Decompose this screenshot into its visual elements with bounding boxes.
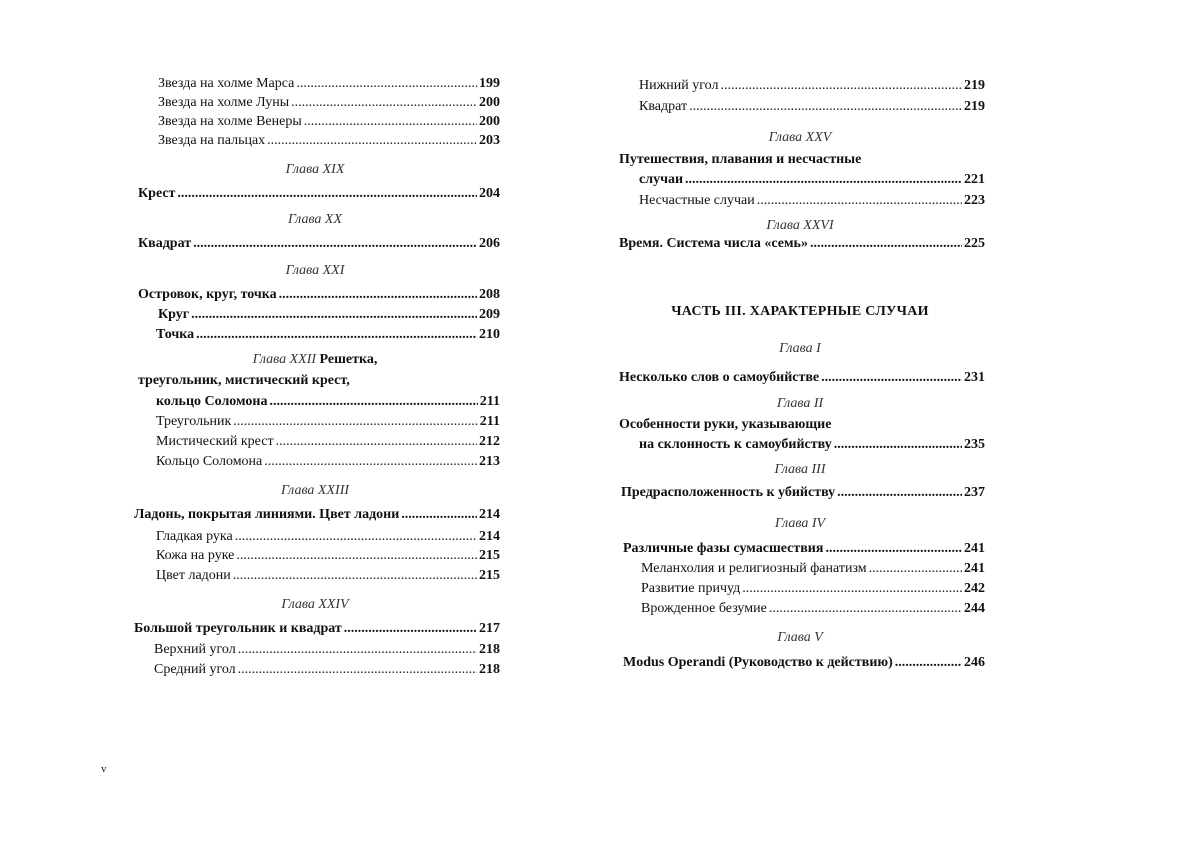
dot-leader: [869, 561, 962, 577]
toc-entry: [615, 236, 985, 252]
toc-entry-page: 231: [964, 370, 985, 385]
toc-entry: [130, 186, 500, 202]
dot-leader: [401, 507, 477, 523]
toc-entry-title: треугольник, мистический крест,: [138, 373, 350, 388]
toc-entry: [130, 287, 500, 303]
dot-leader: [264, 454, 477, 470]
chapter-heading: Глава II: [776, 396, 824, 411]
toc-entry-page: 217: [479, 621, 500, 636]
toc-entry-title: Звезда на холме Марса: [158, 76, 295, 91]
chapter-heading: Глава XIX: [285, 162, 345, 177]
toc-entry-page: 242: [964, 581, 985, 596]
toc-entry: [130, 434, 500, 450]
chapter-heading: Глава IV: [774, 516, 826, 531]
toc-entry-page: 218: [479, 662, 500, 677]
toc-entry-page: 241: [964, 561, 985, 576]
page-number-mark: v: [101, 763, 107, 775]
toc-entry-title: Мистический крест: [156, 434, 274, 449]
toc-entry-title: кольцо Соломона: [156, 394, 268, 409]
toc-entry-page: 219: [964, 99, 985, 114]
dot-leader: [193, 236, 477, 252]
toc-entry-title: Круг: [158, 307, 190, 322]
chapter-heading: Глава XX: [287, 212, 343, 227]
toc-entry: [615, 581, 985, 597]
toc-entry: [615, 193, 985, 209]
toc-entry: [130, 621, 500, 637]
dot-leader: [177, 186, 477, 202]
dot-leader: [296, 76, 477, 92]
dot-leader: [810, 236, 962, 252]
dot-leader: [825, 541, 962, 557]
chapter-heading: Глава XXV: [768, 130, 832, 145]
chapter-heading: Глава III: [774, 462, 826, 477]
toc-entry-page: 237: [964, 485, 985, 500]
toc-entry-title: Предрасположенность к убийству: [621, 485, 836, 500]
dot-leader: [834, 437, 962, 453]
toc-entry: [615, 172, 985, 188]
toc-entry-title: на склонность к самоубийству: [639, 437, 832, 452]
toc-entry-title: Цвет ладони: [156, 568, 231, 583]
toc-entry-page: 219: [964, 78, 985, 93]
toc-entry-page: 206: [479, 236, 500, 251]
toc-entry-page: 246: [964, 655, 985, 670]
dot-leader: [233, 414, 478, 430]
chapter-heading: Глава XXI: [285, 263, 345, 278]
dot-leader: [757, 193, 962, 209]
chapter-title: Решетка,: [319, 352, 378, 367]
toc-entry-title: Большой треугольник и квадрат: [134, 621, 342, 636]
toc-entry-title: Квадрат: [639, 99, 688, 114]
toc-entry-page: 221: [964, 172, 985, 187]
toc-entry-title: Путешествия, плавания и несчастные: [619, 152, 862, 167]
toc-entry-title: Средний угол: [154, 662, 236, 677]
chapter-heading: Глава XXIII: [280, 483, 350, 498]
dot-leader: [720, 78, 962, 94]
dot-leader: [238, 642, 477, 658]
toc-entry-title: Крест: [138, 186, 176, 201]
dot-leader: [235, 529, 477, 545]
toc-entry-page: 200: [479, 114, 500, 129]
toc-entry: [615, 78, 985, 94]
toc-entry-title: Modus Operandi (Руководство к действию): [623, 655, 893, 670]
toc-entry-page: 211: [479, 394, 500, 409]
toc-entry-page: 211: [479, 414, 500, 429]
toc-entry: [130, 507, 500, 523]
toc-entry-page: 241: [964, 541, 985, 556]
toc-entry-title: Развитие причуд: [641, 581, 741, 596]
toc-entry: [615, 370, 985, 386]
toc-entry-title: Несчастные случаи: [639, 193, 755, 208]
toc-entry-title: Верхний угол: [154, 642, 236, 657]
toc-entry: [130, 394, 500, 410]
dot-leader: [267, 133, 477, 149]
part-heading: ЧАСТЬ III. ХАРАКТЕРНЫЕ СЛУЧАИ: [671, 304, 929, 319]
dot-leader: [837, 485, 962, 501]
toc-entry-title: Точка: [156, 327, 195, 342]
toc-entry-title: Звезда на пальцах: [158, 133, 266, 148]
dot-leader: [196, 327, 477, 343]
toc-entry-page: 210: [479, 327, 500, 342]
chapter-heading: [130, 352, 500, 368]
chapter-label: Глава XXII: [252, 352, 317, 367]
toc-entry-title: Звезда на холме Луны: [158, 95, 290, 110]
dot-leader: [685, 172, 962, 188]
toc-entry-title: Гладкая рука: [156, 529, 233, 544]
toc-entry: [615, 485, 985, 501]
dot-leader: [269, 394, 477, 410]
toc-entry: [615, 541, 985, 557]
toc-entry-page: 215: [479, 568, 500, 583]
dot-leader: [895, 655, 962, 671]
toc-entry-page: 199: [479, 76, 500, 91]
chapter-heading: Глава V: [777, 630, 823, 645]
toc-entry-title: Квадрат: [138, 236, 192, 251]
dot-leader: [769, 601, 962, 617]
toc-entry-page: 225: [964, 236, 985, 251]
dot-leader: [344, 621, 477, 637]
toc-entry-page: 208: [479, 287, 500, 302]
toc-entry: [130, 642, 500, 658]
dot-leader: [191, 307, 477, 323]
toc-entry-title: Островок, круг, точка: [138, 287, 277, 302]
toc-entry-title: Кольцо Соломона: [156, 454, 263, 469]
toc-entry: [130, 236, 500, 252]
toc-entry: [615, 437, 985, 453]
toc-entry: [615, 601, 985, 617]
toc-entry-page: 203: [479, 133, 500, 148]
toc-entry-page: 212: [479, 434, 500, 449]
toc-entry: [130, 95, 500, 111]
toc-entry: [615, 561, 985, 577]
toc-entry-page: 218: [479, 642, 500, 657]
toc-entry: [130, 133, 500, 149]
toc-entry: [130, 307, 500, 323]
toc-entry-title: Различные фазы сумасшествия: [623, 541, 824, 556]
toc-entry-page: 213: [479, 454, 500, 469]
toc-entry-page: 244: [964, 601, 985, 616]
toc-entry: [130, 568, 500, 584]
toc-entry-title: Звезда на холме Венеры: [158, 114, 302, 129]
toc-entry: [130, 327, 500, 343]
dot-leader: [291, 95, 477, 111]
toc-entry-title: Меланхолия и религиозный фанатизм: [641, 561, 867, 576]
toc-entry-page: 223: [964, 193, 985, 208]
dot-leader: [821, 370, 962, 386]
toc-entry-title: Несколько слов о самоубийстве: [619, 370, 820, 385]
dot-leader: [304, 114, 477, 130]
dot-leader: [742, 581, 962, 597]
dot-leader: [276, 434, 477, 450]
toc-entry-title: случаи: [639, 172, 684, 187]
toc-entry: [130, 114, 500, 130]
toc-entry: [130, 454, 500, 470]
dot-leader: [236, 548, 477, 564]
toc-entry: [130, 662, 500, 678]
toc-entry-page: 235: [964, 437, 985, 452]
chapter-heading: Глава I: [779, 341, 821, 356]
toc-entry: [130, 529, 500, 545]
toc-entry-title: Кожа на руке: [156, 548, 235, 563]
dot-leader: [279, 287, 477, 303]
toc-entry-page: 214: [479, 529, 500, 544]
toc-entry-page: 200: [479, 95, 500, 110]
toc-entry-title: Ладонь, покрытая линиями. Цвет ладони: [134, 507, 400, 522]
toc-entry: [130, 414, 500, 430]
chapter-heading: Глава XXIV: [281, 597, 349, 612]
toc-entry-page: 209: [479, 307, 500, 322]
toc-entry: [615, 655, 985, 671]
toc-entry-page: 204: [479, 186, 500, 201]
chapter-heading: Глава XXVI: [766, 218, 834, 233]
dot-leader: [238, 662, 477, 678]
toc-entry-page: 214: [479, 507, 500, 522]
toc-entry: [615, 99, 985, 115]
dot-leader: [233, 568, 477, 584]
toc-entry-page: 215: [479, 548, 500, 563]
toc-entry-title: Особенности руки, указывающие: [619, 417, 832, 432]
dot-leader: [689, 99, 962, 115]
toc-entry: [130, 548, 500, 564]
toc-entry-title: Треугольник: [156, 414, 232, 429]
toc-entry-title: Время. Система числа «семь»: [619, 236, 808, 251]
toc-entry-title: Нижний угол: [639, 78, 719, 93]
toc-entry: [130, 76, 500, 92]
toc-entry-title: Врожденное безумие: [641, 601, 767, 616]
